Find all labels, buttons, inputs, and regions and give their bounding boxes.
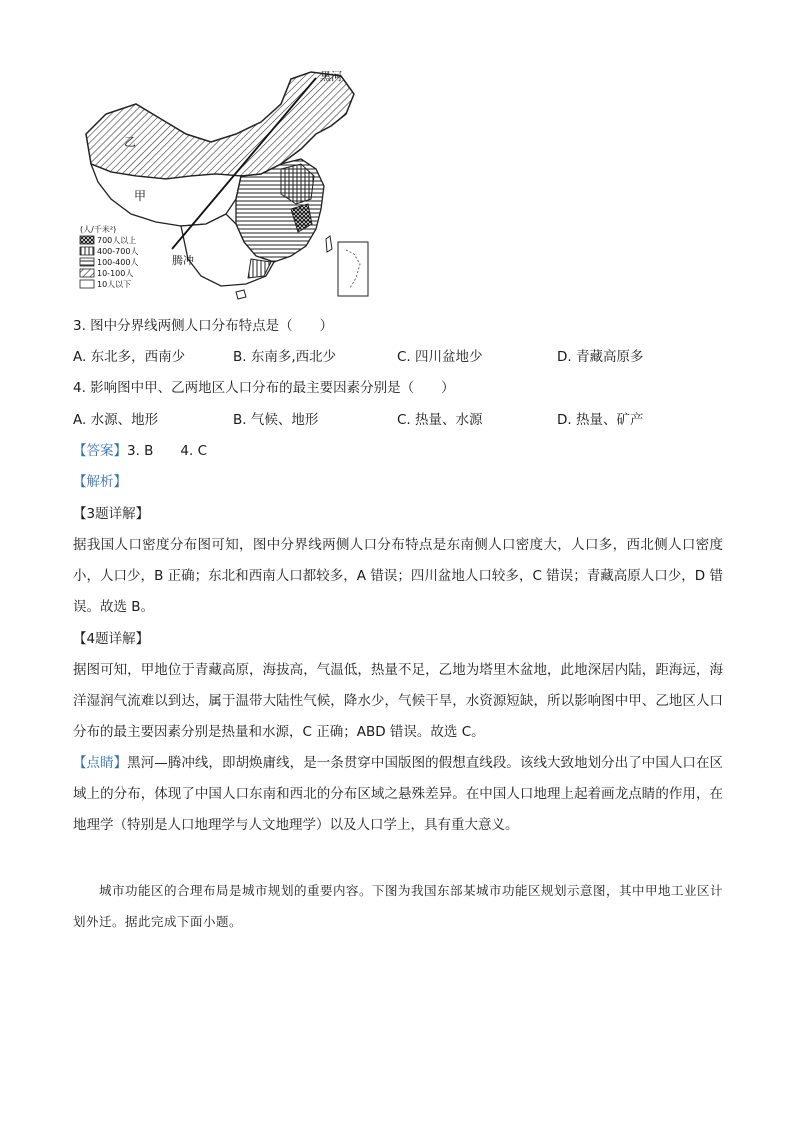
svg-text:10-100人: 10-100人 [97,269,134,278]
legend-item [80,268,133,278]
q3-option-b[interactable]: B. 东南多,西北少 [233,349,337,365]
q3-option-c[interactable]: C. 四川盆地少 [397,349,483,365]
label-yi: 乙 [124,135,137,149]
svg-text:700人以上: 700人以上 [97,236,137,245]
svg-text:400-700人: 400-700人 [97,247,139,256]
detail3-heading: 【3题详解】 [73,506,150,522]
q4-stem: 4. 影响图中甲、乙两地区人口分布的最主要因素分别是（ ） [73,380,455,396]
detail4-text: 据图可知，甲地位于青藏高原，海拔高，气温低，热量不足，乙地为塔里木盆地，此地深居内陆，距海远，海洋湿润气流难以到达，属于温带大陆性气候，降水少，气候干旱，水资源短缺，所以影响图中甲、乙地区人口分布的最主要因素分别是热量和水源，C 正确；ABD 错误。故选 C。 [73,662,723,740]
label-tengchong: 腾冲 [172,254,194,267]
south-sea-inset [338,242,368,296]
hainan [236,290,246,299]
population-density-map [76,64,376,304]
answer-text: 3. B 4. C [127,443,208,459]
region-south-dense [248,259,271,278]
legend-item [80,257,138,267]
q4-option-a[interactable]: A. 水源、地形 [73,412,159,428]
q4-option-b[interactable]: B. 气候、地形 [233,412,319,428]
analysis-line [73,472,127,492]
q3-stem: 3. 图中分界线两侧人口分布特点是（ ） [73,318,334,334]
q3-option-a[interactable]: A. 东北多，西南少 [73,349,186,365]
q3-option-d[interactable]: D. 青藏高原多 [557,349,644,365]
region-northwest [86,72,354,179]
q4-option-c[interactable]: C. 热量、水源 [397,412,483,428]
legend-unit: (人/千米²) [80,225,117,234]
legend-item [80,279,131,289]
comment-tag: 【点睛】 [73,755,128,771]
detail3-text: 据我国人口密度分布图可知，图中分界线两侧人口分布特点是东南侧人口密度大，人口多，西北侧人口密度小，人口少，B 正确；东北和西南人口都较多，A 错误；四川盆地人口较多，C 错误；青藏高原人口少，D 错误。故选 B。 [73,537,723,615]
next-question-intro: 城市功能区的合理布局是城市规划的重要内容。下图为我国东部某城市功能区规划示意图，其中甲地工业区计划外迁。据此完成下面小题。 [73,883,724,929]
label-jia: 甲 [134,189,147,203]
legend-item [80,235,136,245]
answer-tag: 【答案】 [73,443,127,459]
svg-text:10人以下: 10人以下 [97,280,132,289]
svg-text:100-400人: 100-400人 [97,258,139,267]
label-heihe: 黑河 [320,70,342,83]
taiwan [326,236,332,252]
legend-item [80,246,138,256]
comment-paragraph [73,748,723,841]
q4-option-d[interactable]: D. 热量、矿产 [557,412,644,428]
answer-line [73,441,207,461]
detail4-heading: 【4题详解】 [73,631,150,647]
comment-text: 黑河—腾冲线，即胡焕庸线，是一条贯穿中国版图的假想直线段。该线大致地划分出了中国人口在区域上的分布，体现了中国人口东南和西北的分布区域之悬殊差异。在中国人口地理上起着画龙点睛的作用，在地理学（特别是人口地理学与人文地理学）以及人口学上，具有重大意义。 [73,755,724,833]
analysis-tag: 【解析】 [73,474,127,490]
china-map-svg [76,64,376,304]
